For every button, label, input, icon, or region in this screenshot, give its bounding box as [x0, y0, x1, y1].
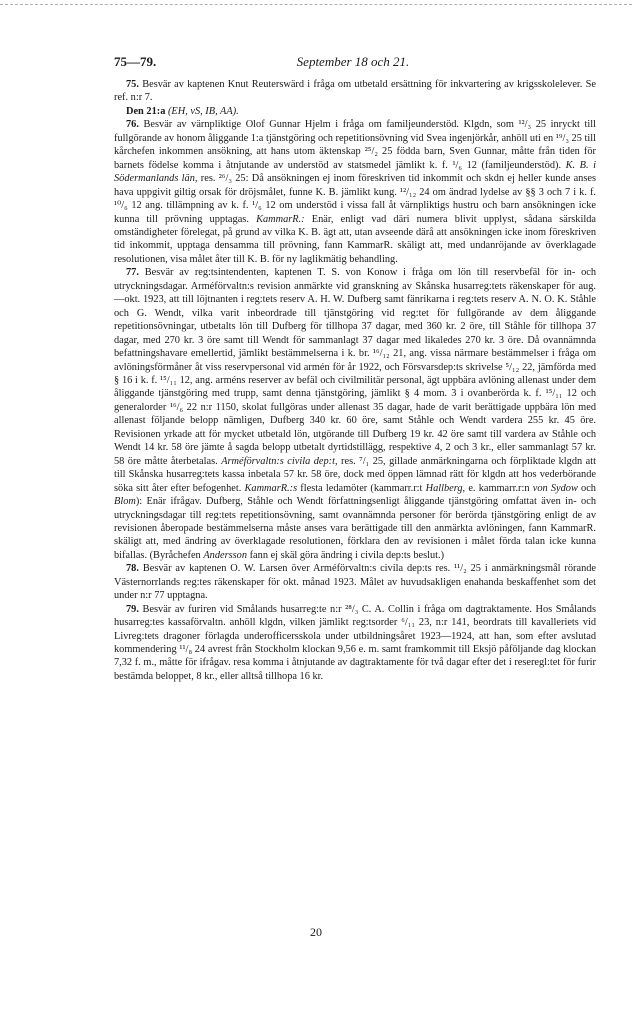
session-heading [114, 105, 596, 118]
scan-edge [0, 4, 632, 5]
case-number: 78. [126, 563, 139, 575]
page-header [114, 54, 592, 74]
session-members: (EH, vS, IB, AA). [167, 105, 239, 117]
case-text: res. ²⁶/₃ 25: Då ansökningen ej inom föreskriven tid inkommit och skdn ej heller kunde anses hava uppgivit giltig orsak för dröjsmålet, funne K. B. jämlikt kung. ¹²/₁₂ 24 om ändrad lydelse av §§ 3 och 7 i k. f. ¹⁰/₆ 12 ang. tillämpning av k. f. ¹/₆ 12 om understöd i vissa fall åt värnpliktigs hustru och barn ansökningen icke kunna till prövning upptagas. [114, 173, 596, 225]
authority-name: Arméförvaltn:s civila dep:t, [221, 455, 338, 467]
case-76 [114, 118, 596, 266]
case-text: Besvär av kaptenen Knut Reuterswärd i fråga om utbetald ersättning för inkvartering av krigsskolelever. Se ref. n:r 7. [114, 79, 596, 104]
session-date: Den 21:a [126, 105, 166, 117]
case-text: Besvär av kaptenen O. W. Larsen över Arméförvaltn:s civila dep:ts res. ¹¹/₂ 25 i anmärkningsmål rörande Västernorrlands reg:tes räkenskaper för okt. månad 1923. Målet av huvudsakligen enahanda beskaffenhet som det under n:r 77 upptagna. [114, 563, 597, 602]
page-number: 20 [310, 925, 322, 939]
case-number: 75. [126, 79, 139, 90]
court-name: KammarR.: [256, 213, 305, 225]
case-number: 76. [126, 119, 139, 131]
running-title: September 18 och 21. [296, 54, 410, 69]
authority-name: K. B. i Södermanlands län, [114, 159, 596, 185]
case-75 [114, 78, 596, 105]
case-text: Besvär av furiren vid Smålands husarreg:te n:r ²⁸/₃ C. A. Collin i fråga om dagtraktamente. Hos Smålands husarreg:tes kassaförvaltn. anhöll klgdn, vilken jämlikt reg:tsorder ⁶/₁₁ 23, n:r 141, beordrats till kavalleriets vid Livreg:tets dragoner förlagda underofficersskola under utbildningsåret 1923—1924, att han, som efter avslutad kommendering ¹¹/₈ 24 avrest från Stockholm klockan 9,56 e. m. samt framkommit till Eksjö påföljande dag klockan 7,32 f. m., måtte för ifrågav. resa komma i åtnjutande av dagtraktamente för två dagar efter det i reseregl:tet för furir bestämda beloppet, 8 kr., eller alltså tillhopa 16 kr. [114, 603, 596, 682]
person-name: Hallberg, [425, 482, 466, 494]
case-text: ): Enär ifrågav. Dufberg, Ståhle och Wendt författningsenligt åliggande tjänstgöring omfattat även in- och utryckningsdagar till reg:tets repetitionsövning, samt ovannämnda personer för berörda tjänstgöring enligt de av revisionen åberopade bestämmelserna måste anses vara berättigade till den anmärkta avlöningen, fann KammarR. skäligt att, med ändring av överklagade resolutionen, förklara den av revisionen i målet förda talan icke kunna bifallas. (Byråchefen [114, 496, 596, 561]
case-text: e. kammarr.r:n [468, 482, 530, 494]
case-79 [114, 603, 596, 684]
person-name: Blom [114, 496, 136, 508]
body-text [114, 78, 596, 683]
case-text: Enär, enligt vad däri numera blivit upplyst, sådana särskilda omständigheter förelegat, på grund av vilka K. B. ägt att, utan avseende därå att ansökningen icke inom föreskriven tid inkommit, upptaga densamma till prövning, fann KammarR. skäligt att, med undanröjande av överklagade resolutionen, visa målet åter till K. B. för ny laglikmätig behandling. [114, 213, 596, 265]
person-name: Andersson [203, 549, 248, 561]
page-range: 75—79. [114, 54, 157, 69]
case-78 [114, 562, 596, 602]
case-text: fann ej skäl göra ändring i civila dep:ts beslut.) [249, 549, 445, 561]
court-name: KammarR.:s [244, 482, 298, 494]
case-text: och [581, 482, 596, 494]
case-number: 77. [126, 267, 139, 279]
case-77 [114, 266, 596, 562]
case-text: Besvär av värnpliktige Olof Gunnar Hjelm i fråga om familjeunderstöd. Klgdn, som ¹²/₃ 25 inryckt till fullgörande av honom åliggande 1:a tjänstgöring och repetitionsövning vid Svea ingenjörkår, anhöll uti en ¹⁹/₃ 25 till kårchefen inkommen ansökning, att hans utom äktenskap ²⁵/₂ 25 födda barn, Sven Gunnar, måtte från tiden för barnets födelse komma i åtnjutande av understöd av statsmedel jämlikt k. f. ¹/₆ 12 (familjeunderstöd). [114, 119, 596, 171]
case-text: res. ⁷/₁ 25, gillade anmärkningarna och förpliktade klgdn att till Skånska husarreg:tets kassa inbetala 57 kr. 58 öre, dock med öppen lämnad rätt för klgdn att hos vederbörande söka sitt åter efter befogenhet. [114, 455, 596, 494]
case-text: flesta ledamöter (kammarr.r:t [300, 482, 423, 494]
case-number: 79. [126, 603, 139, 615]
person-name: von Sydow [532, 482, 578, 494]
case-text: Besvär av reg:tsintendenten, kaptenen T. S. von Konow i fråga om lön till reservbefäl för in- och utryckningsdagar. Arméförvaltn:s revision anmärkte vid granskning av Skånska husarreg:tets räkenskaper för aug.—okt. 1923, att till löjtnanten i reg:tets reserv A. H. W. Dufberg samt fänrikarna i reg:tets reserv A. N. O. K. Ståhle och G. Wendt, vilka varit inbeordrade till tjänstgöring vid reg:tet för fullgörande av dem åliggande repetitionsövningar, utbetalts lön till Dufberg för tillhopa 37 dagar, med 360 kr. 2 öre, till Ståhle för tillhopa 37 dagar, med 270 kr. 3 öre samt till Wendt för sammanlagt 37 dagar med likaledes 270 kr. 3 öre. Då ovannämnda befattningshavare emellertid, jämlikt bestämmelserna i k. br. ¹⁶/₁₂ 21, ang. vissa närmare bestämmelser i fråga om avlöningsförmåner åt viss reservpersonal vid armén för år 1922, och Försvarsdep:ts skrivelse ⁵/₁₂ 22, jämförda med § 16 i k. f. ¹⁵/₁₁ 12, ang. arméns reserver av befäl och civilmilitär personal, ägt uppbära avlöning allenast under dem åliggande tjänstgöring med trupp, samt denna tjänstgöring, jämlikt § 4 mom. 3 i ovanberörda k. f. ¹⁵/₁₁ 12 och generalorder ¹⁶/₆ 22 n:r 1150, skolat fullgöras under allenast 35 dagar, hade de varit berättigade uppbära lön med allenast följande belopp nämligen, Dufberg 340 kr. 60 öre, samt Ståhle och Wendt vardera 255 kr. 45 öre. Revisionen yrkade att för mycket utbetald lön, utgörande till Dufberg 19 kr. 42 öre samt till vardera av Ståhle och Wendt 14 kr. 58 öre jämte å sagda belopp utbetalt dyrtidstillägg, respektive 4, 2 och 3 kr., eller sammanlagt 57 kr. 58 öre måtte återbetalas. [114, 267, 596, 467]
